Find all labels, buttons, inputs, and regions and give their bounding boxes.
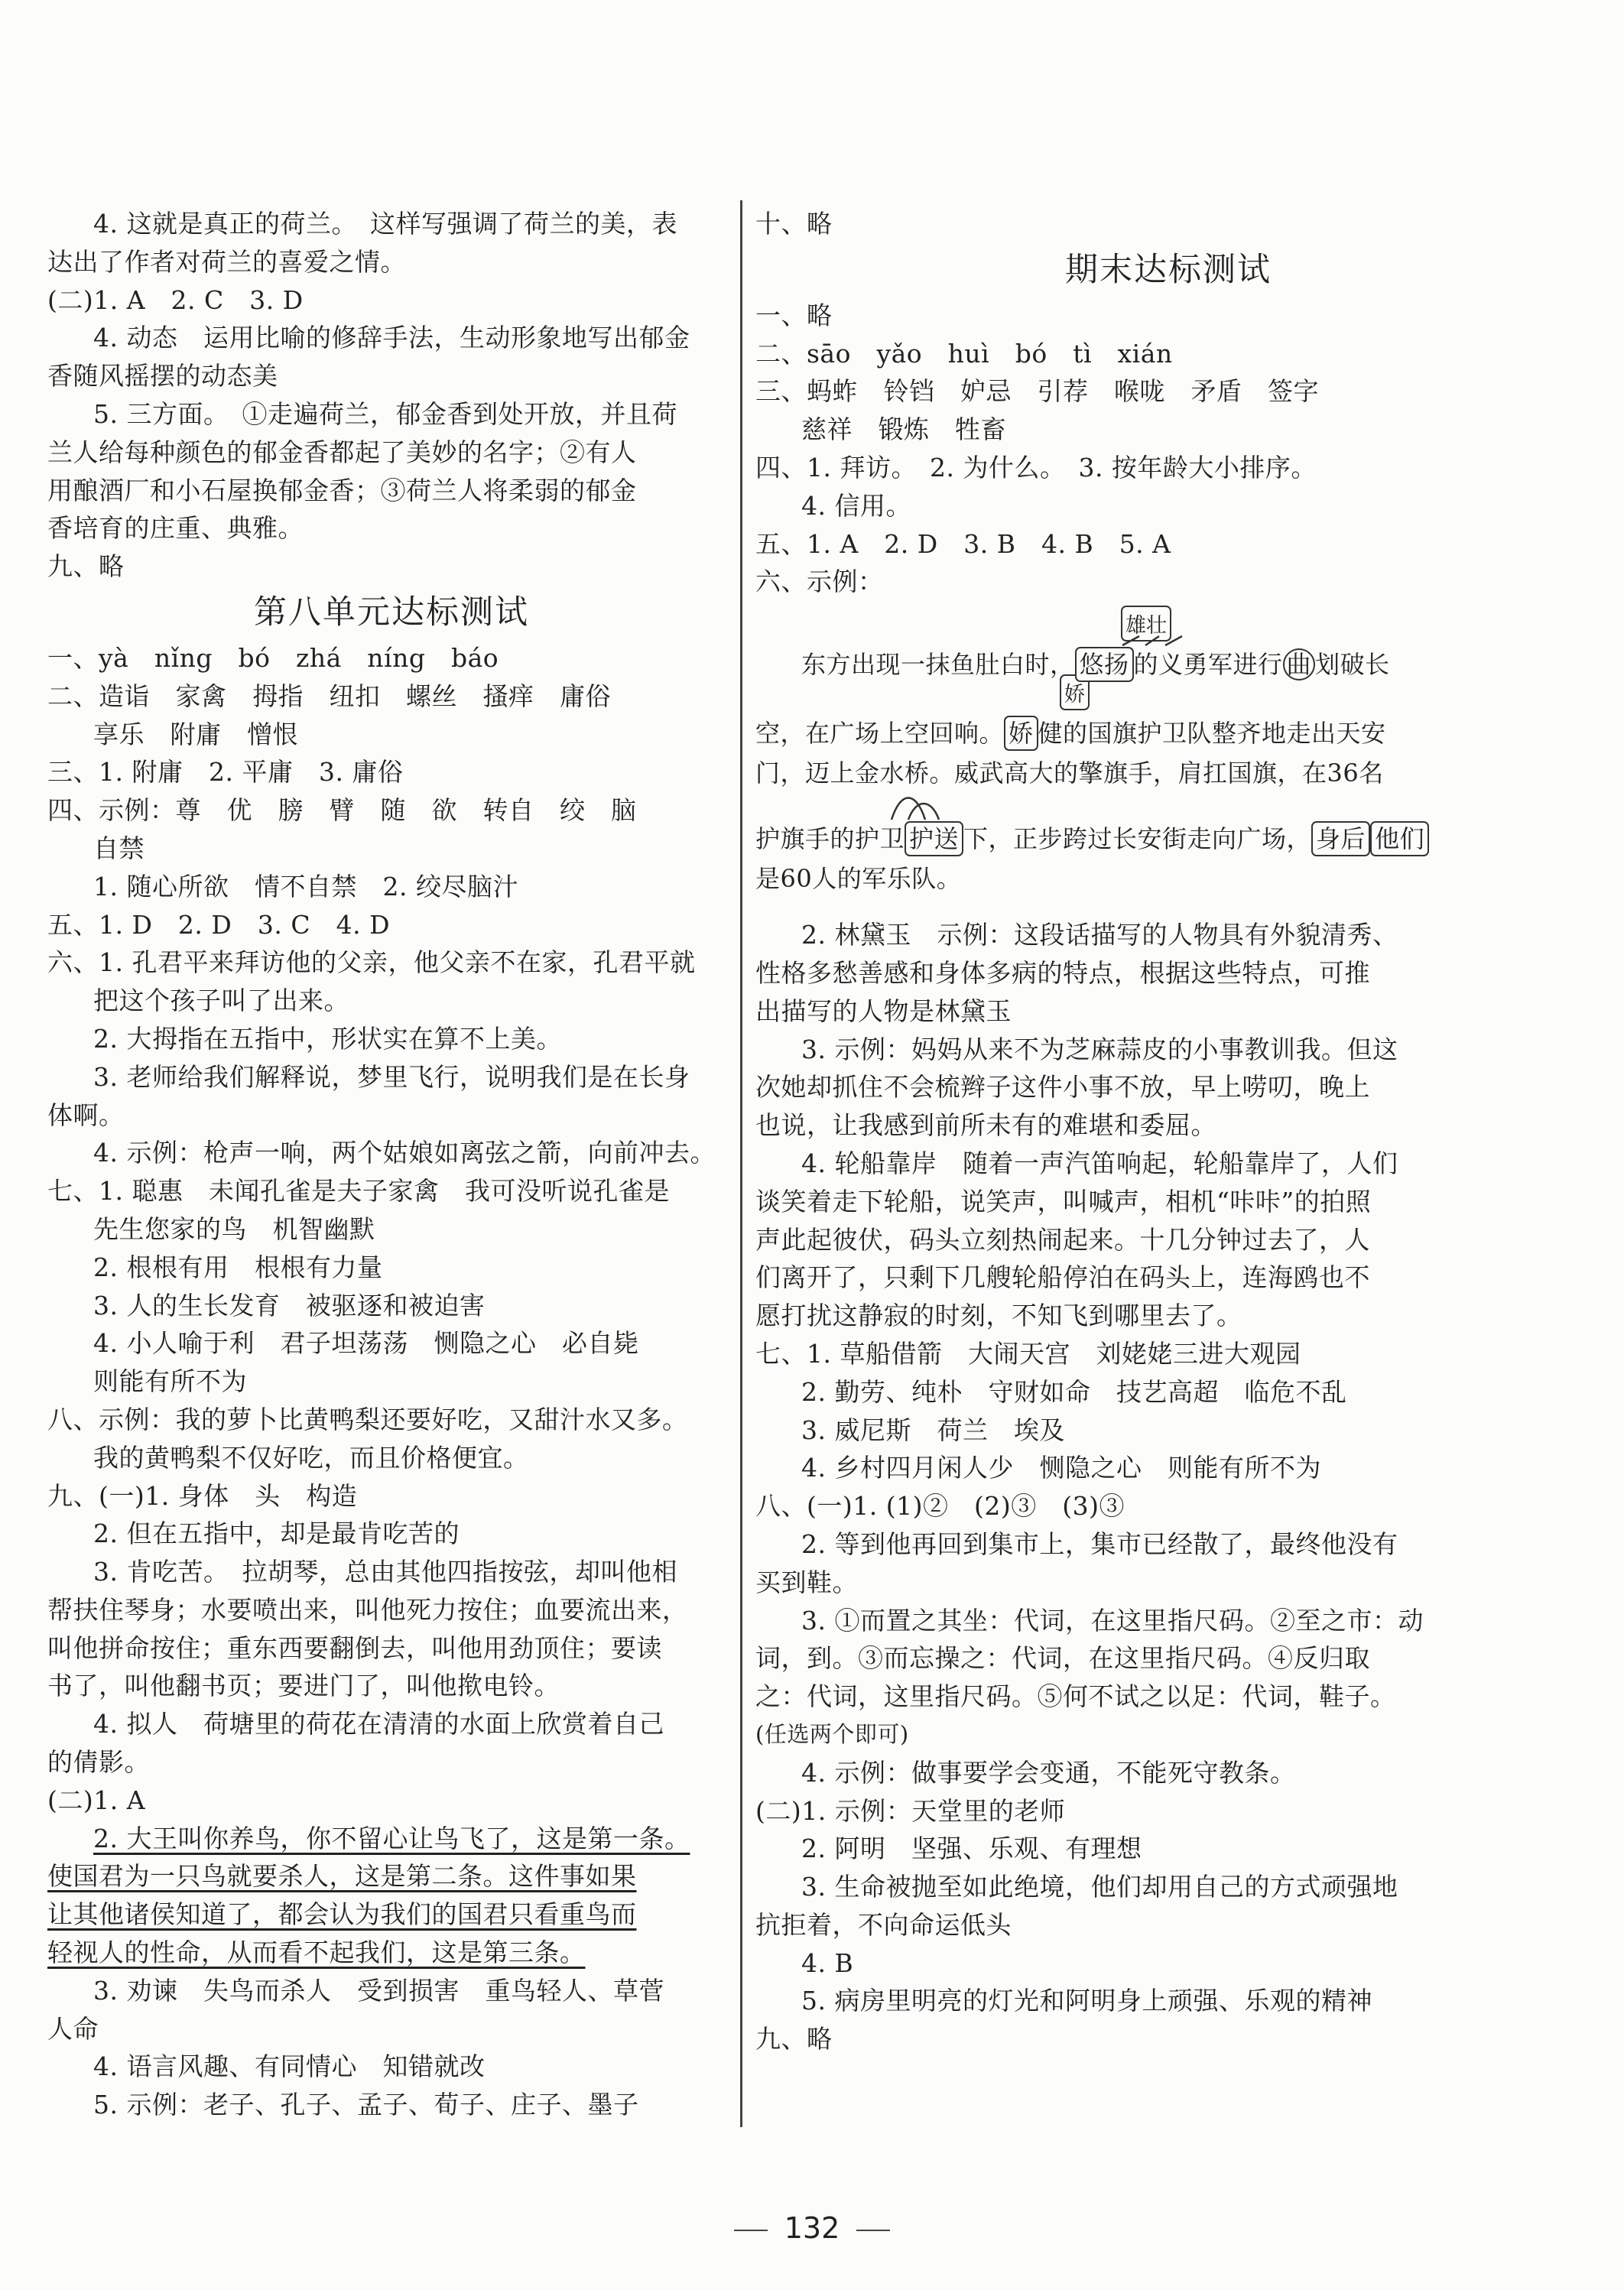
answer-text: 3. ①而置之其坐：代词，在这里指尺码。②至之市：动 xyxy=(801,1605,1424,1635)
column-divider xyxy=(740,200,742,2127)
answer-line xyxy=(47,2048,736,2086)
answer-text: 声此起彼伏，码头立刻热闹起来。十几分钟过去了，人 xyxy=(755,1224,1370,1255)
answer-line xyxy=(755,525,1581,564)
answer-text: 之：代词，这里指尺码。⑤何不试之以足：代词，鞋子。 xyxy=(755,1681,1396,1712)
answer-line xyxy=(755,1297,1581,1335)
answer-line xyxy=(47,1020,736,1058)
answer-text: 九、略 xyxy=(755,2024,833,2055)
answer-text: 六、1. 孔君平来拜访他的父亲，他父亲不在家，孔君平就 xyxy=(47,947,696,978)
answer-line xyxy=(47,1515,736,1553)
answer-line xyxy=(755,449,1581,487)
answer-line xyxy=(755,487,1581,525)
answer-line xyxy=(47,753,736,791)
answer-text: 十、略 xyxy=(755,209,833,239)
right-column xyxy=(755,205,1581,2058)
answer-text: 把这个孩子叫了出来。 xyxy=(93,986,349,1016)
answer-text: 五、1. A 2. D 3. B 4. B 5. A xyxy=(755,528,1171,559)
answer-text: 愿打扰这静寂的时刻，不知飞到哪里去了。 xyxy=(755,1301,1242,1331)
answer-line xyxy=(47,1667,736,1705)
answer-text: 4. 拟人 荷塘里的荷花在清清的水面上欣赏着自己 xyxy=(93,1709,664,1739)
answer-text: 五、1. D 2. D 3. C 4. D xyxy=(47,909,391,940)
figure-line-3: 门，迈上金水桥。威武高大的擎旗手，肩扛国旗，在36名 xyxy=(755,758,1384,788)
answer-line xyxy=(755,954,1581,992)
answer-line xyxy=(755,205,1581,243)
answer-text: (任选两个即可) xyxy=(755,1720,909,1747)
answer-text: 3. 肯吃苦。 拉胡琴，总由其他四指按弦，却叫他相 xyxy=(93,1557,677,1587)
answer-text: 2. 勤劳、纯朴 守财如命 技艺高超 临危不乱 xyxy=(801,1376,1347,1407)
deleted-char-box: 娇 xyxy=(1004,716,1038,751)
inserted-word-box: 雄壮 xyxy=(1121,606,1171,642)
answer-text: 体啊。 xyxy=(47,1100,125,1130)
answer-line xyxy=(755,1754,1581,1792)
answer-text: 出描写的人物是林黛玉 xyxy=(755,996,1012,1026)
answer-text: (二)1. 示例：天堂里的老师 xyxy=(755,1795,1066,1826)
answer-text: 4. 动态 运用比喻的修辞手法，生动形象地写出郁金 xyxy=(93,323,690,353)
answer-line xyxy=(755,1221,1581,1259)
answer-text: 达出了作者对荷兰的喜爱之情。 xyxy=(47,246,406,277)
answer-line xyxy=(47,1629,736,1668)
answer-line xyxy=(755,1335,1581,1373)
answer-text: 让其他诸侯知道了，都会认为我们的国君只看重鸟而 xyxy=(47,1899,637,1930)
answer-text: 使国君为一只鸟就要杀人，这是第二条。这件事如果 xyxy=(47,1861,637,1892)
answer-line xyxy=(755,1564,1581,1602)
left-column xyxy=(47,205,736,2124)
answer-text: 2. 但在五指中，却是最肯吃苦的 xyxy=(93,1519,460,1549)
answer-text: 用酿酒厂和小石屋换郁金香；③荷兰人将柔弱的郁金 xyxy=(47,475,637,505)
answer-text: 一、略 xyxy=(755,300,833,330)
answer-line xyxy=(47,830,736,868)
answer-line xyxy=(47,281,736,320)
answer-text: 叫他拼命按住；重东西要翻倒去，叫他用劲顶住；要读 xyxy=(47,1632,662,1663)
answer-line xyxy=(47,906,736,944)
answer-text: 3. 老师给我们解释说，梦里飞行，说明我们是在长身 xyxy=(93,1061,690,1092)
answer-line xyxy=(755,1602,1581,1640)
answer-line xyxy=(755,1525,1581,1564)
answer-line xyxy=(755,1031,1581,1069)
answer-line xyxy=(47,1058,736,1096)
answer-text: 4. 这就是真正的荷兰。 这样写强调了荷兰的美，表 xyxy=(93,209,677,239)
answer-text: 性格多愁善感和身体多病的特点，根据这些特点，可推 xyxy=(755,957,1370,988)
answer-line xyxy=(755,2020,1581,2058)
answer-line xyxy=(755,1639,1581,1678)
answer-text: 3. 劝谏 失鸟而杀人 受到损害 重鸟轻人、草菅 xyxy=(93,1975,664,2006)
answer-text: 享乐 附庸 憎恨 xyxy=(93,719,298,749)
answer-text: 八、(一)1. (1)② (2)③ (3)③ xyxy=(755,1491,1125,1522)
answer-text: 九、略 xyxy=(47,551,125,582)
answer-text: 帮扶住琴身；水要喷出来，叫他死力按住；血要流出来， xyxy=(47,1594,688,1625)
answer-text: 4. 小人喻于利 君子坦荡荡 恻隐之心 必自毙 xyxy=(93,1328,639,1359)
answer-line xyxy=(755,916,1581,954)
swap-word-box-1: 身后 xyxy=(1311,821,1370,856)
page-number: 132 xyxy=(0,2211,1624,2245)
answer-text: 则能有所不为 xyxy=(93,1366,247,1397)
answer-text: 兰人给每种颜色的郁金香都起了美妙的名字；②有人 xyxy=(47,437,637,467)
answer-line xyxy=(47,395,736,434)
answer-text: 二、sāo yǎo huì bó tì xián xyxy=(755,338,1173,369)
answer-line xyxy=(47,1934,736,1972)
answer-text: 慈祥 锻炼 牲畜 xyxy=(801,414,1006,445)
answer-line xyxy=(47,1553,736,1591)
answer-text: 5. 三方面。 ①走遍荷兰，郁金香到处开放，并且荷 xyxy=(93,398,677,429)
transpose-mark-icon xyxy=(885,791,947,824)
answer-line xyxy=(755,1183,1581,1221)
answer-text: 八、示例：我的萝卜比黄鸭梨还要好吃，又甜汁水又多。 xyxy=(47,1404,688,1434)
answer-line xyxy=(755,1792,1581,1830)
answer-text: 的倩影。 xyxy=(47,1747,150,1778)
answer-line xyxy=(47,509,736,547)
answer-line xyxy=(47,1782,736,1820)
answer-line xyxy=(755,1868,1581,1906)
answer-text: 九、(一)1. 身体 头 构造 xyxy=(47,1480,358,1511)
answer-line xyxy=(47,1401,736,1439)
answer-line xyxy=(47,791,736,830)
section-title: 期末达标测试 xyxy=(1065,250,1272,289)
answer-line xyxy=(47,1895,736,1934)
answer-line xyxy=(755,1487,1581,1525)
answer-text: 轻视人的性命，从而看不起我们，这是第三条。 xyxy=(47,1938,586,1968)
answer-text: 香随风摇摆的动态美 xyxy=(47,361,278,391)
answer-text: 5. 示例：老子、孔子、孟子、荀子、庄子、墨子 xyxy=(93,2090,639,2120)
answer-text: 先生您家的鸟 机智幽默 xyxy=(93,1213,375,1244)
answer-text: 2. 等到他再回到集市上，集市已经散了，最终他没有 xyxy=(801,1528,1398,1559)
swap-word-box-2: 他们 xyxy=(1370,821,1429,856)
answer-text: 抗拒着，不向命运低头 xyxy=(755,1909,1012,1940)
answer-text: 四、示例：尊 优 膀 臂 随 欲 转自 绞 脑 xyxy=(47,795,637,826)
answer-line xyxy=(47,472,736,510)
answer-line xyxy=(47,319,736,357)
answer-line xyxy=(47,205,736,243)
answer-text: 七、1. 聪惠 未闻孔雀是夫子家禽 我可没听说孔雀是 xyxy=(47,1176,670,1207)
figure-line-4: 护旗手的护卫 护送 下，正步跨过长安街走向广场， 身后 他们 xyxy=(755,820,1429,855)
answer-text: 5. 病房里明亮的灯光和阿明身上顽强、乐观的精神 xyxy=(801,1986,1372,2016)
answer-text: 三、1. 附庸 2. 平庸 3. 庸俗 xyxy=(47,757,404,788)
insert-mark-icon xyxy=(1092,632,1199,677)
answer-text: 2. 林黛玉 示例：这段话描写的人物具有外貌清秀、 xyxy=(801,920,1398,950)
answer-line xyxy=(755,1982,1581,2020)
answer-text: 三、蚂蚱 铃铛 妒忌 引荐 喉咙 矛盾 签字 xyxy=(755,376,1319,407)
answer-text: 4. 示例：做事要学会变通，不能死守教条。 xyxy=(801,1757,1296,1788)
answer-line xyxy=(47,639,736,677)
answer-text: 一、yà nǐng bó zhá níng báo xyxy=(47,642,499,673)
answer-line xyxy=(755,1106,1581,1145)
reorder-word-box: 护送 xyxy=(905,821,963,856)
answer-line xyxy=(755,1068,1581,1106)
answer-line xyxy=(755,563,1581,601)
answer-line xyxy=(47,434,736,472)
answer-text: (二)1. A xyxy=(47,1785,146,1815)
answer-line xyxy=(47,1249,736,1287)
answer-text: 3. 威尼斯 荷兰 埃及 xyxy=(801,1415,1065,1445)
section-title: 第八单元达标测试 xyxy=(254,593,529,632)
answer-text: 买到鞋。 xyxy=(755,1567,858,1597)
answer-text: 我的黄鸭梨不仅好吃，而且价格便宜。 xyxy=(93,1442,529,1473)
answer-line xyxy=(47,1743,736,1782)
answer-line xyxy=(47,1591,736,1629)
answer-line xyxy=(47,1363,736,1401)
answer-text: 2. 阿明 坚强、乐观、有理想 xyxy=(801,1834,1142,1864)
answer-text: 4. B xyxy=(801,1947,854,1978)
answer-line xyxy=(47,2086,736,2124)
answer-line xyxy=(47,1705,736,1743)
answer-line xyxy=(755,992,1581,1031)
answer-line xyxy=(755,1906,1581,1944)
answer-text: 2. 大王叫你养鸟，你不留心让鸟飞了，这是第一条。 xyxy=(93,1823,690,1853)
answer-text: (二)1. A 2. C 3. D xyxy=(47,284,304,315)
figure-line-2: 空，在广场上空回响。 娇 健的国旗护卫队整齐地走出天安 xyxy=(755,714,1386,749)
answer-text: 词，到。③而忘操之：代词，在这里指尺码。④反归取 xyxy=(755,1643,1370,1674)
answer-text: 谈笑着走下轮船，说笑声，叫喊声，相机“咔咔”的拍照 xyxy=(755,1186,1372,1216)
answer-line xyxy=(47,982,736,1020)
answer-line xyxy=(755,1411,1581,1450)
answer-line xyxy=(47,357,736,395)
figure-line-5: 是60人的军乐队。 xyxy=(755,864,962,894)
answer-line xyxy=(755,1716,1581,1754)
answer-text: 3. 生命被抛至如此绝境，他们却用自己的方式顽强地 xyxy=(801,1872,1398,1902)
answer-text: 也说，让我感到前所未有的难堪和委屈。 xyxy=(755,1110,1216,1141)
answer-text: 四、1. 拜访。 2. 为什么。 3. 按年龄大小排序。 xyxy=(755,452,1317,482)
answer-line xyxy=(47,944,736,982)
answer-line xyxy=(755,335,1581,373)
answer-line xyxy=(47,868,736,906)
answer-text: 自禁 xyxy=(93,833,145,863)
answer-line xyxy=(755,411,1581,449)
answer-line xyxy=(47,716,736,754)
answer-text: 4. 示例：枪声一响，两个姑娘如离弦之箭，向前冲去。 xyxy=(93,1138,716,1168)
answer-line xyxy=(47,1820,736,1858)
figure-line-1: 东方出现一抹鱼肚白时， 悠扬 的义勇军进行 曲 划破长 xyxy=(801,645,1390,681)
inserted-char-box: 娇 xyxy=(1060,674,1090,710)
answer-text: 二、造诣 家禽 拇指 纽扣 螺丝 搔痒 庸俗 xyxy=(47,681,611,711)
answer-text: 七、1. 草船借箭 大闹天宫 刘姥姥三进大观园 xyxy=(755,1338,1301,1369)
answer-text: 人命 xyxy=(47,2013,99,2044)
answer-text: 六、示例： xyxy=(755,567,884,597)
answer-line xyxy=(47,2010,736,2048)
answer-text: 3. 人的生长发育 被驱逐和被迫害 xyxy=(93,1290,486,1320)
answer-text: 书了，叫他翻书页；要进门了，叫他揿电铃。 xyxy=(47,1671,560,1701)
answer-line xyxy=(47,1172,736,1210)
answer-text: 2. 大拇指在五指中，形状实在算不上美。 xyxy=(93,1023,562,1054)
answer-text: 4. 语言风趣、有同情心 知错就改 xyxy=(93,2051,486,2082)
answer-line xyxy=(47,1857,736,1895)
answer-line xyxy=(47,677,736,716)
circled-char: 曲 xyxy=(1283,648,1316,681)
answer-line xyxy=(755,1145,1581,1183)
answer-line xyxy=(47,1287,736,1325)
answer-line xyxy=(47,547,736,586)
answer-text: 2. 根根有用 根根有力量 xyxy=(93,1252,383,1282)
answer-line xyxy=(47,1477,736,1515)
answer-line xyxy=(755,1830,1581,1868)
answer-line xyxy=(755,372,1581,411)
answer-line xyxy=(755,1373,1581,1411)
answer-line xyxy=(47,1096,736,1135)
answer-line xyxy=(755,1259,1581,1297)
answer-line xyxy=(755,1449,1581,1487)
deleted-word-box: 悠扬 xyxy=(1075,647,1134,682)
answer-line xyxy=(755,1944,1581,1983)
answer-text: 们离开了，只剩下几艘轮船停泊在码头上，连海鸥也不 xyxy=(755,1262,1370,1293)
answer-text: 次她却抓住不会梳辫子这件小事不放，早上唠叨，晚上 xyxy=(755,1072,1370,1103)
answer-line xyxy=(47,1134,736,1172)
answer-text: 香培育的庄重、典雅。 xyxy=(47,513,304,544)
answer-line xyxy=(47,243,736,281)
edit-marks-figure xyxy=(755,601,1581,916)
answer-line xyxy=(755,297,1581,335)
answer-text: 4. 轮船靠岸 随着一声汽笛响起，轮船靠岸了，人们 xyxy=(801,1148,1398,1178)
answer-line xyxy=(47,1972,736,2010)
answer-text: 4. 乡村四月闲人少 恻隐之心 则能有所不为 xyxy=(801,1453,1321,1483)
answer-text: 4. 信用。 xyxy=(801,490,911,521)
answer-text: 3. 示例：妈妈从来不为芝麻蒜皮的小事教训我。但这 xyxy=(801,1034,1398,1064)
answer-line xyxy=(47,1439,736,1477)
answer-text: 1. 随心所欲 情不自禁 2. 绞尽脑汁 xyxy=(93,871,518,901)
answer-line xyxy=(755,1678,1581,1716)
answer-line xyxy=(47,1324,736,1363)
answer-line xyxy=(47,1210,736,1249)
